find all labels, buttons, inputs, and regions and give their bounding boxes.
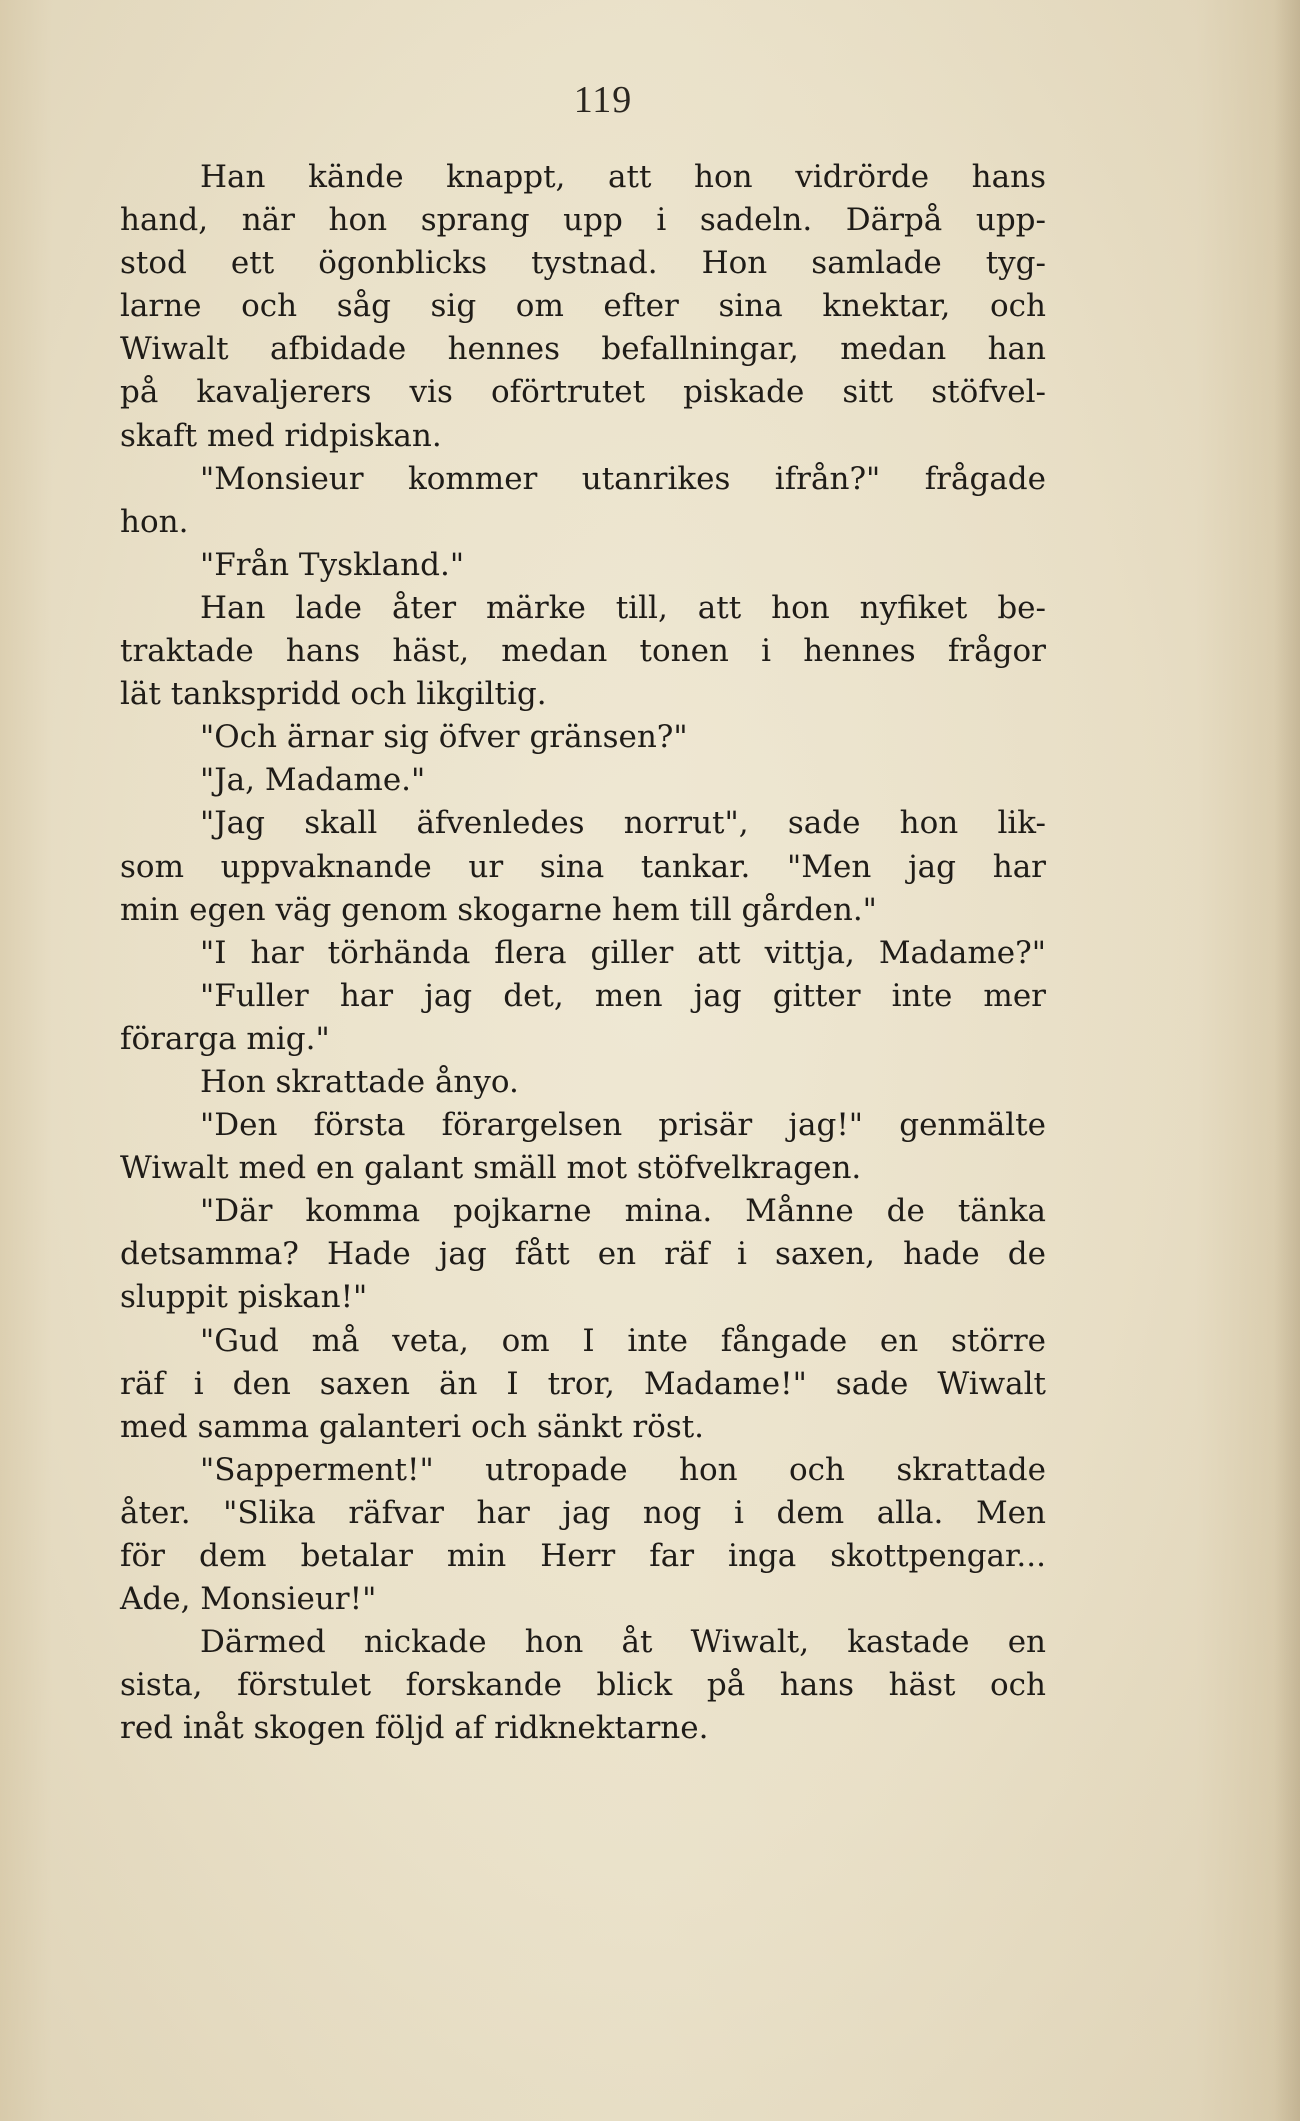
text-line: Wiwalt afbidade hennes befallningar, medan han (120, 331, 1046, 368)
text-line: "Gud må veta, om I inte fångade en större (200, 1322, 1046, 1359)
text-line: Därmed nickade hon åt Wiwalt, kastade en (200, 1624, 1046, 1661)
text-line: "Från Tyskland." (200, 546, 465, 583)
text-line: åter. "Slika räfvar har jag nog i dem alla. Men (120, 1494, 1046, 1531)
text-line: min egen väg genom skogarne hem till gården." (120, 891, 877, 928)
text-line: red inåt skogen följd af ridknektarne. (120, 1710, 709, 1747)
text-line: "Sapperment!" utropade hon och skrattade (200, 1451, 1046, 1488)
text-line: Ade, Monsieur!" (120, 1581, 377, 1618)
text-line: "Den första förargelsen prisär jag!" genmälte (200, 1107, 1046, 1144)
text-line: Hon skrattade ånyo. (200, 1063, 519, 1100)
page-number: 119 (573, 79, 633, 121)
text-line: på kavaljerers vis oförtrutet piskade sitt stöfvel- (120, 374, 1046, 411)
text-line: Han lade åter märke till, att hon nyfiket be- (200, 589, 1046, 626)
text-line: larne och såg sig om efter sina knektar, och (120, 288, 1046, 325)
text-line: hon. (120, 503, 189, 540)
text-line: Han kände knappt, att hon vidrörde hans (200, 159, 1046, 195)
text-line: "Monsieur kommer utanrikes ifrån?" frågade (200, 460, 1046, 497)
text-line: för dem betalar min Herr far inga skottpengar... (120, 1538, 1046, 1574)
text-line: "Och ärnar sig öfver gränsen?" (200, 719, 688, 756)
text-line: räf i den saxen än I tror, Madame!" sade Wiwalt (120, 1365, 1046, 1402)
text-line: "Där komma pojkarne mina. Månne de tänka (200, 1193, 1046, 1230)
text-line: förarga mig." (120, 1020, 330, 1057)
text-line: hand, när hon sprang upp i sadeln. Därpå upp- (120, 202, 1046, 239)
text-line: som uppvaknande ur sina tankar. "Men jag har (120, 848, 1046, 885)
text-line: "Jag skall äfvenledes norrut", sade hon lik- (200, 805, 1046, 842)
text-line: skaft med ridpiskan. (120, 417, 442, 454)
body-text (120, 156, 1046, 1750)
text-line: med samma galanteri och sänkt röst. (120, 1408, 705, 1445)
text-line: stod ett ögonblicks tystnad. Hon samlade tyg- (120, 245, 1046, 282)
page-edge-shadow (1274, 0, 1300, 2121)
text-line: sluppit piskan!" (120, 1279, 368, 1316)
text-line: "I har törhända flera giller att vittja, Madame?" (200, 934, 1046, 971)
text-line: sista, förstulet forskande blick på hans häst och (120, 1667, 1046, 1704)
text-line: traktade hans häst, medan tonen i hennes frågor (120, 633, 1046, 670)
text-line: "Ja, Madame." (200, 762, 426, 799)
text-line: lät tankspridd och likgiltig. (120, 676, 547, 713)
text-line: Wiwalt med en galant smäll mot stöfvelkragen. (120, 1150, 862, 1187)
text-line: "Fuller har jag det, men jag gitter inte mer (200, 977, 1046, 1014)
text-line: detsamma? Hade jag fått en räf i saxen, hade de (120, 1236, 1046, 1273)
